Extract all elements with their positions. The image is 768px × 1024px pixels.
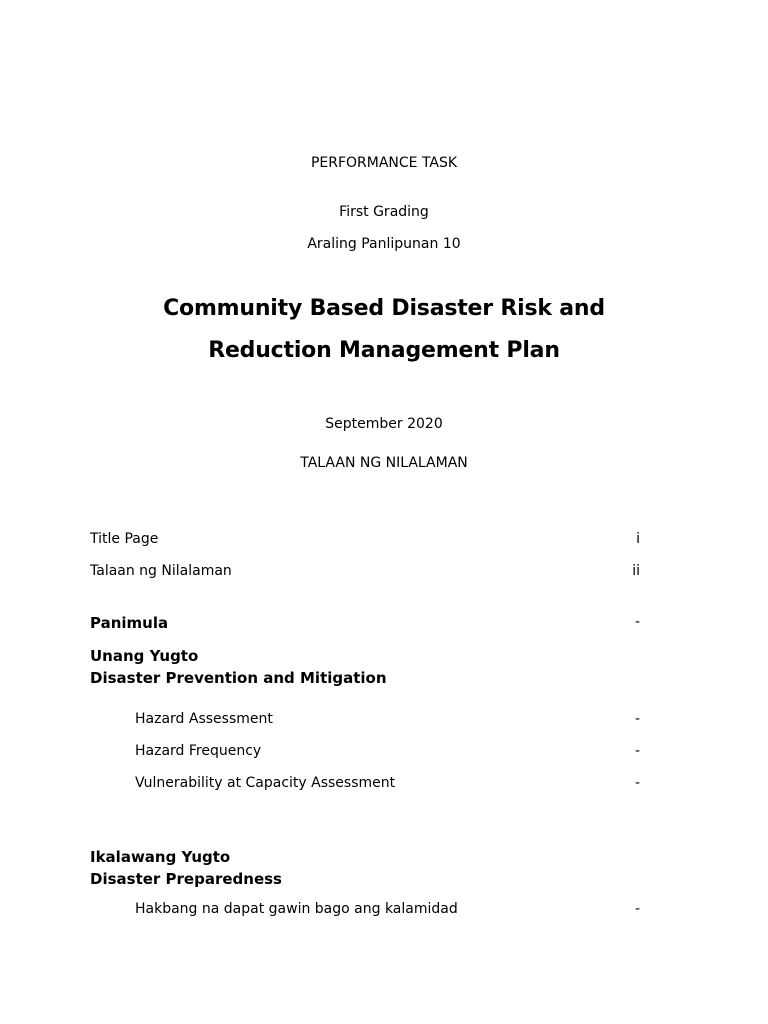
toc-entry-hakbang: [90, 901, 640, 921]
grading-label: First Grading: [339, 204, 429, 220]
part1-heading-line-1: Unang Yugto: [90, 647, 199, 665]
toc-entry-hazard-assessment: [90, 711, 640, 731]
toc-entry-page: -: [634, 901, 640, 917]
toc-entry-page: -: [634, 614, 640, 630]
toc-entry-page: i: [636, 531, 640, 547]
toc-entry-title-page: [90, 531, 640, 551]
toc-entry-label: Vulnerability at Capacity Assessment: [135, 775, 396, 791]
toc-entry-hazard-frequency: [90, 743, 640, 763]
toc-entry-page: -: [634, 743, 640, 759]
performance-task-label: PERFORMANCE TASK: [310, 155, 458, 171]
toc-entry-page: -: [634, 775, 640, 791]
part2-heading-line-2: Disaster Preparedness: [90, 870, 282, 888]
toc-entry-label: Hakbang na dapat gawin bago ang kalamidad: [135, 901, 458, 917]
subject-label: Araling Panlipunan 10: [307, 236, 461, 252]
toc-entry-label: Talaan ng Nilalaman: [90, 563, 232, 579]
toc-entry-label: Hazard Assessment: [135, 711, 273, 727]
toc-heading: TALAAN NG NILALAMAN: [300, 455, 468, 471]
part2-heading-line-1: Ikalawang Yugto: [90, 848, 231, 866]
part1-heading: [90, 645, 387, 689]
toc-entry-page: -: [634, 711, 640, 727]
toc-entry-vulnerability-assessment: [90, 775, 640, 795]
document-title-line-1: Community Based Disaster Risk and: [163, 296, 605, 321]
toc-entry-label: Panimula: [90, 614, 169, 632]
toc-entry-intro: [90, 614, 640, 634]
toc-entry-label: Title Page: [90, 531, 159, 547]
toc-entry-label: Hazard Frequency: [135, 743, 262, 759]
part1-heading-line-2: Disaster Prevention and Mitigation: [90, 669, 387, 687]
part2-heading: [90, 846, 282, 890]
toc-entry-page: ii: [632, 563, 640, 579]
date-label: September 2020: [325, 416, 443, 432]
toc-entry-contents: [90, 563, 640, 583]
document-title-line-2: Reduction Management Plan: [208, 338, 560, 363]
